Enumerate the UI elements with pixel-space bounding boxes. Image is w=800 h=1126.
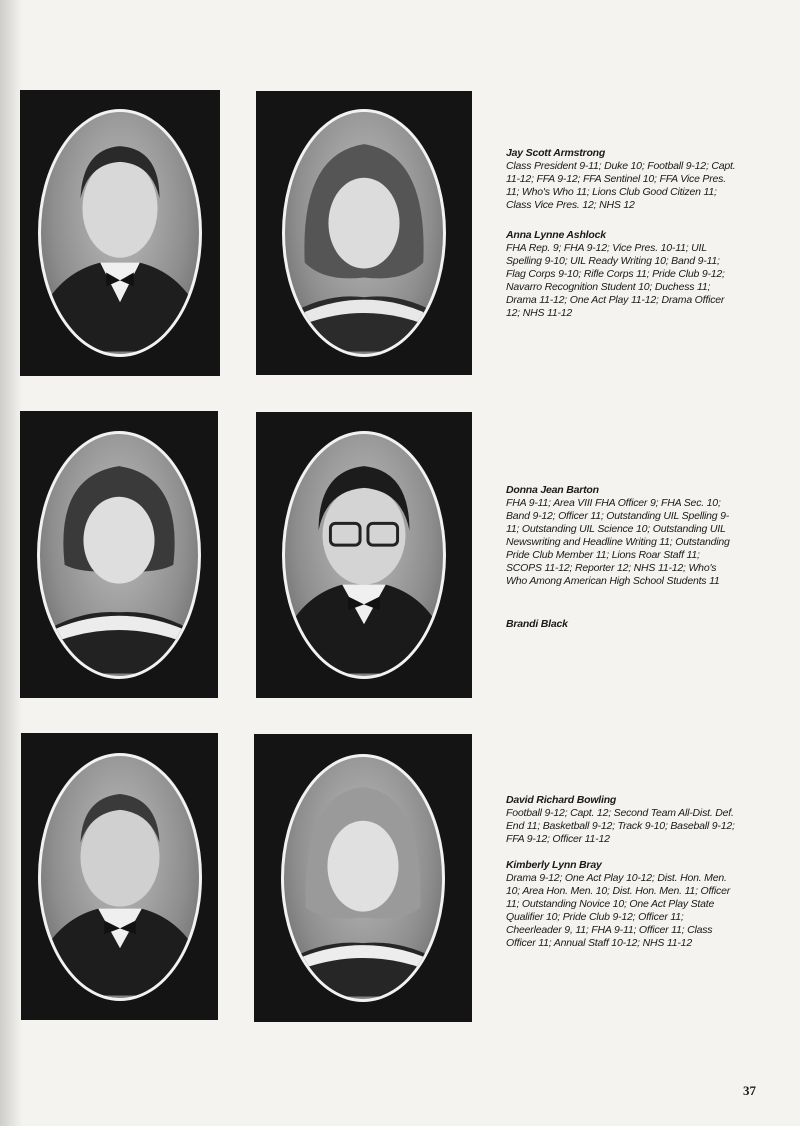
portrait-oval [38, 753, 202, 1001]
bio-anna-ashlock [506, 229, 736, 320]
portrait-photo-donna-barton [20, 411, 218, 698]
student-activities: FHA 9-11; Area VIII FHA Officer 9; FHA Sec. 10; Band 9-12; Officer 11; Outstanding UIL Spelling 9-11; Outstanding UIL Science 10; Outstanding UIL Newswriting and Headline Writing 11; Outstanding Pride Club Member 11; Lions Roar Staff 11; SCOPS 11-12; Reporter 12; NHS 11-12; Who's Who Among American High School Students 11 [506, 497, 730, 587]
portrait-oval [281, 754, 445, 1002]
student-name: Kimberly Lynn Bray [506, 859, 602, 871]
student-name: Anna Lynne Ashlock [506, 229, 606, 241]
portrait-oval [38, 109, 202, 357]
page-number: 37 [743, 1083, 756, 1098]
portrait-female-drape-figure [40, 434, 198, 676]
student-name: Brandi Black [506, 618, 568, 630]
student-activities: Football 9-12; Capt. 12; Second Team All-Dist. Def. End 11; Basketball 9-12; Track 9-10; Baseball 9-12; FFA 9-12; Officer 11-12 [506, 807, 735, 845]
page-edge-shadow [0, 0, 22, 1126]
portrait-oval [37, 431, 201, 679]
portrait-male-glasses-figure [285, 434, 443, 676]
student-name: Donna Jean Barton [506, 484, 599, 496]
student-name: Jay Scott Armstrong [506, 147, 606, 159]
student-activities: Class President 9-11; Duke 10; Football 9-12; Capt. 11-12; FFA 9-12; FFA Sentinel 10; FFA Vice Pres. 11; Who's Who 11; Lions Club Good Citizen 11; Class Vice Pres. 12; NHS 12 [506, 160, 736, 211]
portrait-oval [282, 109, 446, 357]
bio-david-bowling [506, 794, 736, 846]
bio-brandi-black [506, 618, 736, 631]
student-activities: FHA Rep. 9; FHA 9-12; Vice Pres. 10-11; UIL Spelling 9-10; UIL Ready Writing 10; Band 9-11; Flag Corps 9-10; Rifle Corps 11; Pride Club 9-12; Navarro Recognition Student 10; Duchess 11; Drama 11-12; One Act Play 11-12; Drama Officer 12; NHS 11-12 [506, 242, 725, 319]
portrait-photo-david-bowling [21, 733, 218, 1020]
portrait-male-tuxedo-figure [41, 756, 199, 998]
portrait-photo-brandi-black [256, 412, 472, 698]
portrait-female-drape-figure [285, 112, 443, 354]
bio-donna-barton [506, 484, 736, 588]
student-name: David Richard Bowling [506, 794, 617, 806]
portrait-female-drape-figure [284, 757, 442, 999]
bio-kimberly-bray [506, 859, 736, 950]
bio-jay-armstrong [506, 147, 736, 212]
portrait-photo-jay-armstrong [20, 90, 220, 376]
portrait-photo-anna-ashlock [256, 91, 472, 375]
portrait-oval [282, 431, 446, 679]
portrait-photo-kimberly-bray [254, 734, 472, 1022]
portrait-male-tuxedo-figure [41, 112, 199, 354]
student-activities: Drama 9-12; One Act Play 10-12; Dist. Hon. Men. 10; Area Hon. Men. 10; Dist. Hon. Men. 11; Officer 11; Outstanding Novice 10; One Act Play State Qualifier 10; Pride Club 9-12; Officer 11; Cheerleader 9, 11; FHA 9-11; Officer 11; Class Officer 11; Annual Staff 10-12; NHS 11-12 [506, 872, 731, 949]
